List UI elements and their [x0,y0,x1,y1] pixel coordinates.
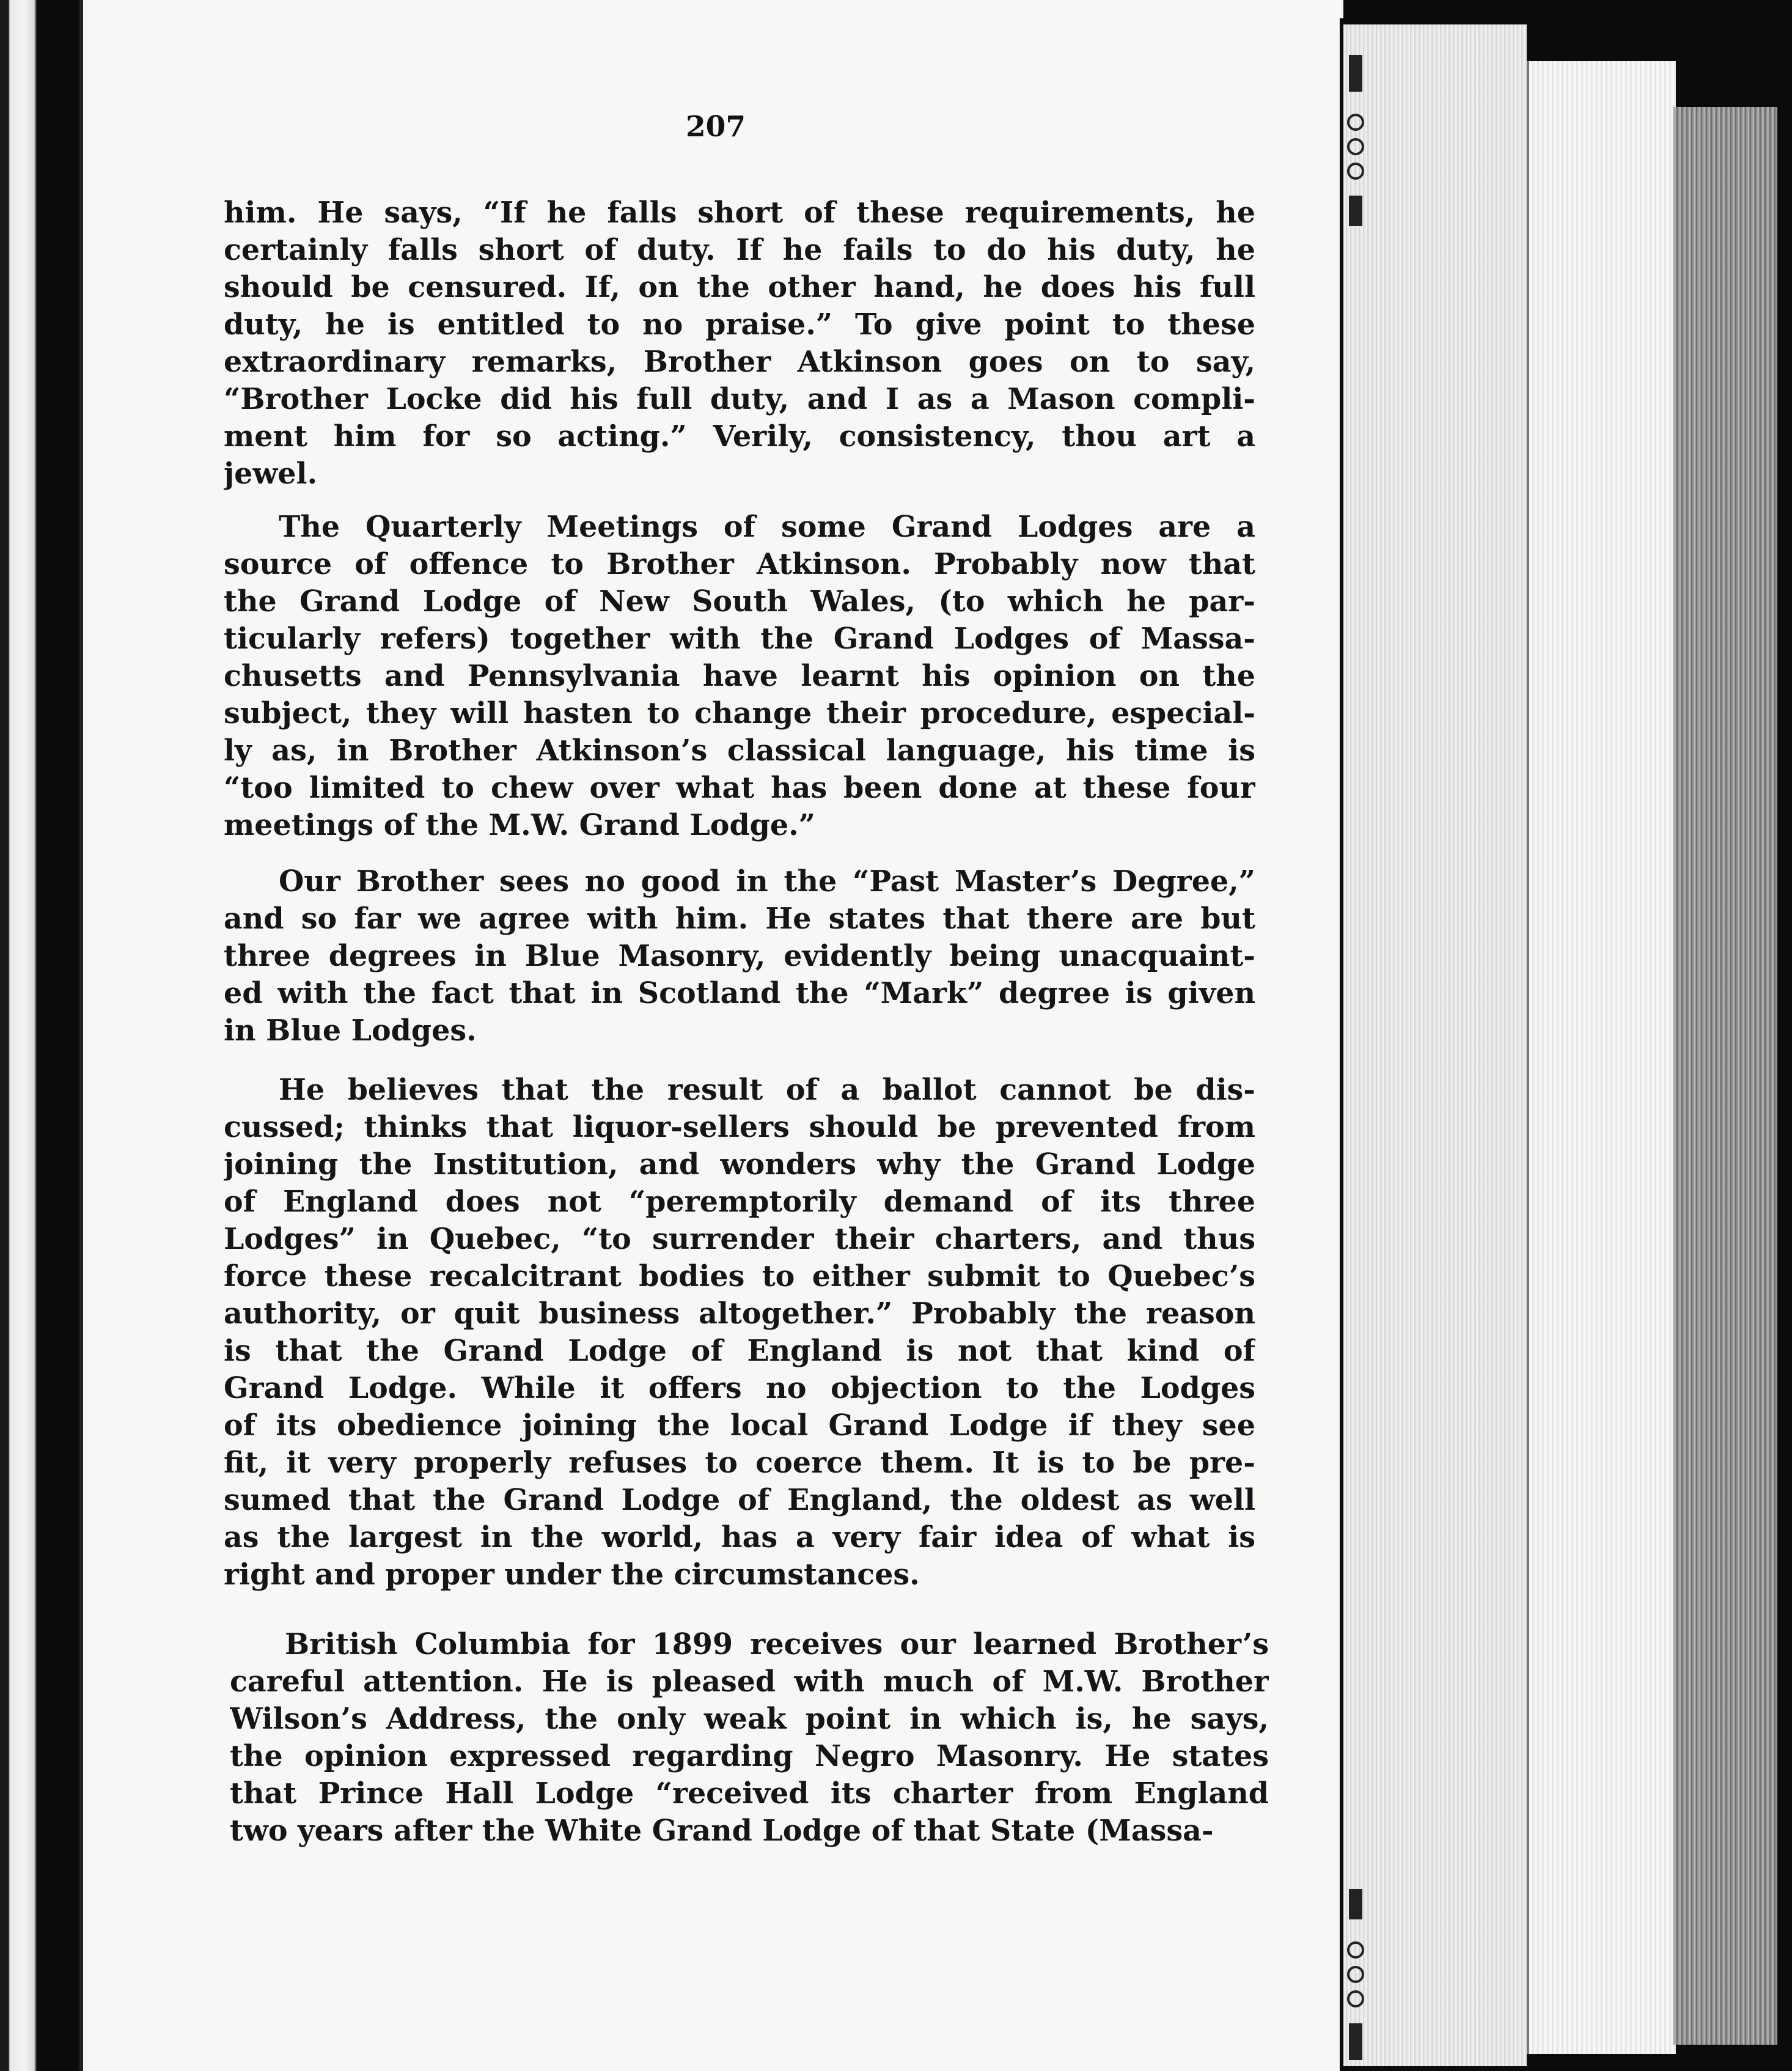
binding-ornament-icon [1346,1883,1365,2066]
text-line: source of offence to Brother Atkinson. Probably now that [224,547,1255,581]
page-stack-edge-middle [1527,61,1676,2054]
text-line: The Quarterly Meetings of some Grand Lodges are a [279,510,1255,544]
paragraph-5 [230,1626,1269,1850]
text-line: three degrees in Blue Masonry, evidently being unacquaint- [224,939,1255,973]
text-line: meetings of the M.W. Grand Lodge.” [224,808,815,842]
paragraph-2 [224,509,1255,844]
text-line: Wilson’s Address, the only weak point in which is, he says, [230,1702,1269,1736]
text-line: Grand Lodge. While it offers no objection to the Lodges [224,1371,1255,1405]
text-line: British Columbia for 1899 receives our learned Brother’s [285,1627,1269,1661]
text-line: right and proper under the circumstances. [224,1558,920,1592]
text-line: should be censured. If, on the other hand, he does his full [224,270,1255,304]
page-stack-edge-far [1673,107,1777,2045]
text-line: chusetts and Pennsylvania have learnt his opinion on the [224,659,1255,693]
text-line: ticularly refers) together with the Grand Lodges of Massa- [224,622,1255,656]
text-line: is that the Grand Lodge of England is not that kind of [224,1334,1255,1368]
text-line: “Brother Locke did his full duty, and I as a Mason compli- [224,382,1255,416]
text-line: jewel. [224,457,318,491]
text-line: certainly falls short of duty. If he fails to do his duty, he [224,233,1255,267]
text-line: two years after the White Grand Lodge of that State (Massa- [230,1814,1214,1848]
text-line: ly as, in Brother Atkinson’s classical language, his time is [224,734,1255,768]
text-line: the opinion expressed regarding Negro Masonry. He states [230,1739,1269,1773]
text-line: ed with the fact that in Scotland the “Mark” degree is given [224,976,1255,1010]
book-page [79,0,1343,2071]
text-line: ment him for so acting.” Verily, consistency, thou art a [224,419,1255,454]
binding-ornament-icon [1346,49,1365,232]
page-stack-edge-near [1343,24,1527,2066]
paragraph-1 [224,194,1255,493]
text-line: in Blue Lodges. [224,1013,477,1048]
text-line: “too limited to chew over what has been done at these four [224,771,1255,805]
text-line: him. He says, “If he falls short of these requirements, he [224,196,1255,230]
text-line: duty, he is entitled to no praise.” To give point to these [224,307,1255,342]
left-page-edge [0,0,37,2071]
paragraph-4 [224,1072,1255,1594]
text-line: cussed; thinks that liquor-sellers should be prevented from [224,1110,1255,1144]
text-line: authority, or quit business altogether.” Probably the reason [224,1297,1255,1331]
paragraph-3 [224,863,1255,1050]
text-line: that Prince Hall Lodge “received its charter from England [230,1776,1269,1811]
text-line: the Grand Lodge of New South Wales, (to which he par- [224,584,1255,619]
page-number: 207 [685,110,746,144]
text-line: force these recalcitrant bodies to either submit to Quebec’s [224,1259,1255,1293]
text-line: joining the Institution, and wonders why the Grand Lodge [224,1147,1255,1182]
text-line: and so far we agree with him. He states that there are but [224,902,1255,936]
text-line: Lodges” in Quebec, “to surrender their charters, and thus [224,1222,1255,1256]
text-line: as the largest in the world, has a very fair idea of what is [224,1520,1255,1554]
text-line: of its obedience joining the local Grand Lodge if they see [224,1408,1255,1443]
text-line: subject, they will hasten to change their procedure, especial- [224,696,1255,730]
text-line: careful attention. He is pleased with much of M.W. Brother [230,1665,1269,1699]
text-line: He believes that the result of a ballot cannot be dis- [279,1073,1255,1107]
text-line: Our Brother sees no good in the “Past Master’s Degree,” [279,864,1255,899]
text-line: fit, it very properly refuses to coerce them. It is to be pre- [224,1446,1255,1480]
text-line: extraordinary remarks, Brother Atkinson goes on to say, [224,345,1255,379]
text-line: sumed that the Grand Lodge of England, the oldest as well [224,1483,1255,1517]
text-line: of England does not “peremptorily demand of its three [224,1185,1255,1219]
